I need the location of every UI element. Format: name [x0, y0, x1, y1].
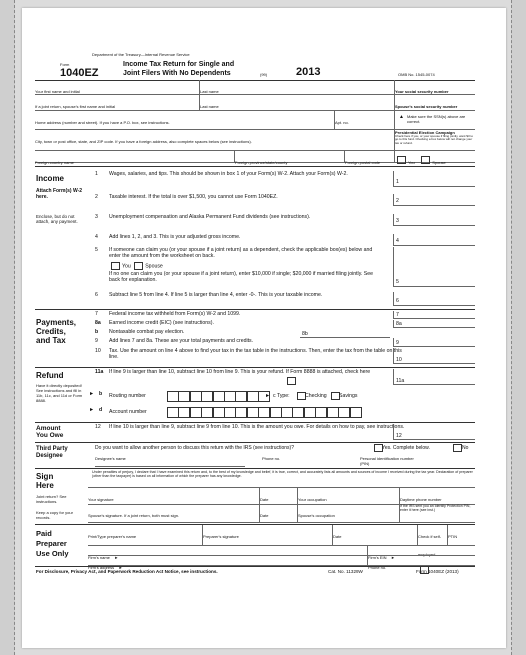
form-number: 1040EZ — [60, 67, 99, 79]
self-employed-cell — [418, 525, 448, 557]
type-label: c Type: — [273, 393, 290, 399]
line-5-box-label: 5 — [396, 279, 399, 285]
third-party-title-1: Third Party — [36, 446, 68, 452]
third-party-rule — [35, 442, 475, 443]
preparer-title-3: Use Only — [36, 549, 69, 558]
spouse-occupation-field[interactable] — [298, 504, 400, 522]
preparer-date-label: Date — [333, 534, 342, 539]
line-7-box-label: 7 — [396, 312, 399, 318]
routing-number-boxes[interactable] — [167, 391, 270, 402]
right-margin-strip — [511, 0, 526, 655]
address-row — [35, 111, 475, 130]
firm-address-arrow-icon: ► — [118, 565, 123, 570]
line-11d — [89, 407, 475, 419]
footer-form: Form 1040EZ (2013) — [416, 569, 459, 574]
occupation-label: Your occupation — [298, 497, 327, 502]
sign-title-1: Sign — [36, 472, 54, 481]
owe-rule — [35, 422, 475, 423]
savings-label: Savings — [339, 393, 358, 399]
line-8b-text: Nontaxable combat pay election. — [109, 329, 185, 335]
name-row — [35, 80, 475, 95]
line-5-amount[interactable] — [393, 247, 475, 287]
line-6-text: Subtract line 5 from line 4. If line 5 is larger than line 4, enter -0-. This is your taxable income. — [109, 292, 323, 298]
line-10-box-label: 10 — [396, 357, 402, 363]
ssn-note-cell — [395, 111, 475, 129]
spouse-first-label: If a joint return, spouse's first name and initial — [35, 104, 116, 109]
third-party-question: Do you want to allow another person to discuss this return with the IRS (see instructions)? — [95, 445, 294, 451]
ssn-label: Your social security number — [395, 89, 449, 94]
line-5 — [95, 247, 475, 291]
tax-year: 2013 — [296, 66, 321, 78]
spouse-first-name-field[interactable] — [35, 95, 200, 110]
line-7-num: 7 — [95, 311, 98, 317]
line-8a-num: 8a — [95, 320, 101, 326]
refund-note: Have it directly deposited! See instructions and fill in 11b, 11c, and 11d or Form 8888. — [36, 383, 83, 403]
foreign-province-field[interactable] — [235, 151, 345, 165]
line-11a-num: 11a — [95, 369, 104, 375]
address-field[interactable] — [35, 111, 335, 129]
firm-name-label: Firm's name — [88, 555, 110, 560]
line-11b — [89, 391, 475, 403]
signature-row — [88, 487, 475, 505]
firm-address-row — [88, 556, 475, 570]
preparer-row — [88, 525, 475, 557]
firm-ein-arrow-icon: ► — [391, 555, 395, 560]
occupation-field[interactable] — [298, 488, 400, 504]
line-8a-text: Earned income credit (EIC) (see instructions). — [109, 320, 214, 326]
campaign-cell — [395, 130, 475, 150]
line-2-amount[interactable] — [393, 194, 475, 206]
campaign-text: Check here if you, or your spouse if filing jointly, want $3 to go to this fund. Checking a box below will not change your tax or refund. — [395, 134, 473, 145]
line-5-note: If no one can claim you (or your spouse if a joint return), enter $10,000 if single; $20,000 if married filing jointly. See back for explanation. — [109, 271, 374, 283]
payments-title-1: Payments, — [36, 318, 77, 327]
line-4-num: 4 — [95, 234, 98, 240]
sign-rule — [35, 468, 475, 469]
line-10-num: 10 — [95, 348, 101, 354]
firm-phone-field[interactable] — [368, 556, 475, 570]
line-11d-num: d — [99, 407, 103, 413]
dept-line: Department of the Treasury—Internal Revenue Service — [92, 52, 190, 57]
line-4 — [95, 234, 475, 246]
line-8b-box-label: 8b — [302, 331, 308, 337]
foreign-postal-label: Foreign postal code — [345, 160, 381, 165]
line-5-text: If someone can claim you (or your spouse if a joint return) as a dependent, check the applicable box(es) below and enter the amount from the worksheet on back. — [109, 247, 373, 259]
firm-address-label: Firm's address — [88, 565, 115, 570]
form-title-1: Income Tax Return for Single and — [123, 61, 235, 68]
line-4-text: Add lines 1, 2, and 3. This is your adjusted gross income. — [109, 234, 241, 240]
line-5-you-label: You — [122, 263, 131, 270]
line-5-spouse-label: Spouse — [145, 263, 163, 270]
routing-arrow-icon: ► — [89, 391, 95, 397]
form-title-2: Joint Filers With No Dependents — [123, 70, 231, 77]
line-3 — [95, 214, 475, 226]
line-1-num: 1 — [95, 171, 98, 177]
first-name-field[interactable] — [35, 80, 200, 94]
firm-name-arrow-icon: ► — [114, 555, 119, 560]
foreign-country-field[interactable] — [35, 151, 235, 165]
account-label: Account number — [109, 409, 147, 415]
form-label: Form — [60, 62, 70, 67]
perjury-text: Under penalties of perjury, I declare that I have examined this return and, to the best of my knowledge and belief, it is true, correct, and accurately lists all amounts and sources of income I received during the tax year. Declaration of preparer (other than the taxpayer) is based on all information of which the preparer has any knowledge. — [92, 470, 473, 479]
designee-name-label: Designee's name — [95, 456, 126, 461]
line-11a-amount[interactable] — [393, 369, 475, 385]
left-margin-strip — [0, 0, 15, 655]
preparer-signature-field[interactable] — [203, 525, 333, 545]
line-8a — [95, 320, 475, 328]
spouse-ssn-label: Spouse's social security number — [395, 104, 458, 109]
apt-label: Apt. no. — [335, 120, 349, 125]
line-12-amount[interactable] — [393, 424, 475, 440]
account-number-boxes[interactable] — [167, 407, 361, 418]
owe-title-1: Amount — [36, 425, 61, 432]
spouse-ssn-field[interactable] — [395, 95, 475, 110]
sign-title-2: Here — [36, 481, 54, 490]
designee-pin-label: Personal identification number (PIN) — [360, 456, 414, 466]
payments-title-2: Credits, — [36, 327, 66, 336]
line-3-text: Unemployment compensation and Alaska Permanent Fund dividends (see instructions). — [109, 214, 311, 220]
line-6-amount[interactable] — [393, 292, 475, 306]
foreign-postal-field[interactable] — [345, 151, 395, 165]
third-party-yes: Yes. Complete below. — [382, 445, 430, 451]
preparer-name-label: Print/Type preparer's name — [88, 534, 137, 539]
refund-rule — [35, 367, 475, 368]
line-7-amount[interactable] — [393, 311, 475, 319]
line-3-box-label: 3 — [396, 218, 399, 224]
last-name-label: Last name — [200, 89, 219, 94]
omb-number: OMB No. 1545-0074 — [398, 72, 435, 77]
line-2-box-label: 2 — [396, 198, 399, 204]
line-2 — [95, 194, 475, 206]
foreign-country-label: Foreign country name — [35, 160, 74, 165]
line-4-box-label: 4 — [396, 238, 399, 244]
account-arrow-icon: ► — [89, 407, 95, 413]
line-12 — [95, 424, 475, 440]
form-code: (99) — [260, 72, 268, 77]
line-3-num: 3 — [95, 214, 98, 220]
line-7-text: Federal income tax withheld from Form(s) W-2 and 1099. — [109, 311, 241, 317]
campaign-title: Presidential Election Campaign — [395, 130, 455, 135]
line-8a-box-label: 8a — [396, 321, 402, 327]
line-3-amount[interactable] — [393, 214, 475, 226]
line-1-text: Wages, salaries, and tips. This should be shown in box 1 of your Form(s) W-2. Attach your Form(s) W-2. — [109, 171, 348, 177]
line-7 — [95, 311, 475, 319]
line-4-amount[interactable] — [393, 234, 475, 246]
third-party-title-2: Designee — [36, 453, 63, 459]
city-field[interactable] — [35, 130, 395, 150]
footer-notice: For Disclosure, Privacy Act, and Paperwork Reduction Act Notice, see instructions. — [36, 569, 218, 574]
line-11a-text: If line 9 is larger than line 10, subtract line 10 from line 9. This is your refund. If Form 8888 is attached, check here — [109, 369, 371, 375]
city-row — [35, 130, 475, 151]
sign-date-label: Date — [260, 497, 269, 502]
line-8b-num: b — [95, 329, 99, 335]
line-11a-box-label: 11a — [396, 378, 405, 384]
line-9 — [95, 338, 475, 347]
payment-note: Enclose, but do not attach, any payment. — [36, 214, 78, 225]
spouse-signature-row — [88, 504, 475, 523]
last-name-field[interactable] — [200, 80, 395, 94]
line-8a-amount[interactable] — [393, 320, 475, 328]
line-5-you-checkbox[interactable] — [111, 262, 120, 270]
line-1-amount[interactable] — [393, 171, 475, 187]
spouse-last-name-field[interactable] — [200, 95, 395, 110]
line-6-num: 6 — [95, 292, 98, 298]
line-11b-num: b — [99, 391, 103, 397]
spouse-signature-field[interactable] — [88, 504, 260, 522]
line-2-num: 2 — [95, 194, 98, 200]
daytime-phone-field[interactable] — [400, 488, 475, 504]
firm-phone-label: Phone no. — [368, 565, 387, 570]
spouse-occupation-label: Spouse's occupation — [298, 513, 335, 518]
routing-label: Routing number — [109, 393, 146, 399]
city-label: City, town or post office, state, and ZIP code. If you have a foreign address, also complete spaces below (see instructions). — [35, 139, 252, 144]
preparer-date-field[interactable] — [333, 525, 418, 545]
line-8b-amount[interactable] — [300, 329, 390, 338]
third-party-no: No — [462, 445, 469, 451]
daytime-phone-label: Daytime phone number — [400, 497, 442, 502]
line-10-text: Tax. Use the amount on line 4 above to find your tax in the tax table in the instructions. Then, enter the tax from the table on this line. — [109, 348, 402, 360]
campaign-you-checkbox[interactable] — [397, 156, 406, 164]
foreign-row — [35, 151, 475, 163]
spouse-date-label: Date — [260, 513, 269, 518]
firm-ein-label: Firm's EIN — [368, 555, 387, 560]
spouse-date-field[interactable] — [260, 504, 298, 522]
spouse-last-label: Last name — [200, 104, 219, 109]
type-arrow-icon: ► — [265, 393, 271, 399]
campaign-spouse-label: Spouse — [432, 160, 446, 165]
checking-label: Checking — [305, 393, 327, 399]
sign-note-1: Joint return? See instructions. — [36, 494, 67, 504]
ptin-label: PTIN — [448, 534, 458, 539]
footer-cat-no: Cat. No. 11329W — [328, 569, 363, 574]
preparer-signature-label: Preparer's signature — [203, 534, 239, 539]
ip-pin-field[interactable] — [400, 504, 475, 522]
preparer-name-field[interactable] — [88, 525, 203, 545]
campaign-you-label: You — [408, 160, 415, 165]
ssn-field[interactable] — [395, 80, 475, 94]
line-1-box-label: 1 — [396, 179, 399, 185]
ssn-check-icon: ▲ — [399, 114, 404, 120]
line-12-num: 12 — [95, 424, 101, 430]
income-rule — [35, 166, 475, 167]
foreign-province-label: Foreign province/state/county — [235, 160, 288, 165]
line-10-amount[interactable] — [393, 348, 475, 364]
first-name-label: Your first name and initial — [35, 89, 80, 94]
line-10 — [95, 348, 475, 364]
line-9-num: 9 — [95, 338, 98, 344]
line-9-text: Add lines 7 and 8a. These are your total payments and credits. — [109, 338, 254, 344]
spouse-signature-label: Spouse's signature. If a joint return, both must sign. — [88, 513, 180, 518]
ip-pin-label: If the IRS sent you an Identity Protection PIN, enter it here (see inst.) — [400, 504, 471, 512]
designee-phone-label: Phone no. — [262, 456, 281, 461]
line-8b — [95, 329, 475, 337]
designee-name-field[interactable] — [95, 466, 245, 467]
spouse-name-row — [35, 95, 475, 111]
w2-note: Attach Form(s) W-2 here. — [36, 188, 83, 200]
line-9-amount[interactable] — [393, 338, 475, 347]
your-signature-label: Your signature — [88, 497, 114, 502]
line-9-box-label: 9 — [396, 340, 399, 346]
firm-address-field[interactable] — [88, 556, 368, 570]
line-11a — [95, 369, 475, 385]
sign-date-field[interactable] — [260, 488, 298, 504]
address-label: Home address (number and street). If you have a P.O. box, see instructions. — [35, 120, 170, 125]
firm-ein-field[interactable] — [368, 546, 475, 560]
firm-name-field[interactable] — [88, 546, 368, 560]
income-title: Income — [36, 174, 65, 183]
sign-note-2: Keep a copy for your records. — [36, 510, 73, 520]
line-1 — [95, 171, 475, 187]
payments-rule — [35, 309, 475, 310]
line-2-text: Taxable interest. If the total is over $1,500, you cannot use Form 1040EZ. — [109, 194, 278, 200]
refund-title: Refund — [36, 371, 64, 380]
payments-title-3: and Tax — [36, 336, 66, 345]
owe-title-2: You Owe — [36, 432, 64, 439]
firm-name-row — [88, 546, 475, 560]
footer-rule — [35, 566, 475, 567]
campaign-spouse-checkbox[interactable] — [421, 156, 430, 164]
apt-field[interactable] — [335, 111, 395, 129]
line-6-box-label: 6 — [396, 298, 399, 304]
self-employed-label: Check if self-employed — [418, 534, 442, 557]
preparer-title-1: Paid — [36, 529, 52, 538]
line-12-text: If line 10 is larger than line 9, subtract line 9 from line 10. This is the amount you owe. For details on how to pay, see instructions. — [109, 424, 405, 430]
preparer-title-2: Preparer — [36, 539, 67, 548]
line-5-checks — [109, 262, 163, 270]
line-5-num: 5 — [95, 247, 98, 253]
third-party-no-checkbox[interactable] — [453, 444, 462, 452]
ssn-note: Make sure the SSN(s) above are correct. — [407, 114, 466, 124]
line-12-box-label: 12 — [396, 433, 402, 439]
line-5-spouse-checkbox[interactable] — [134, 262, 143, 270]
ptin-field[interactable] — [448, 525, 475, 545]
line-6 — [95, 292, 475, 306]
campaign-boxes — [395, 151, 475, 165]
your-signature-field[interactable] — [88, 488, 260, 504]
form-8888-checkbox[interactable] — [287, 377, 296, 385]
